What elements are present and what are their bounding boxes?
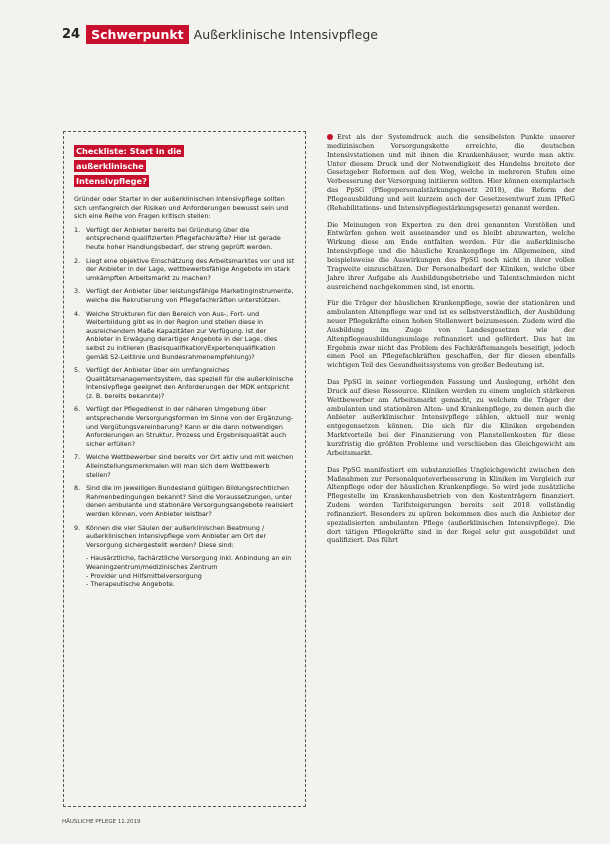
- checklist-item-text: Sind die im jeweiligen Bundesland gültigen Bildungsrechtlichen Rahmenbedingungen bekannt? Sind die Voraussetzungen, unter denen ambulante und stationäre Versorgungsangebote realisiert werden können, vom Anbieter leistbar?: [86, 484, 294, 518]
- checklist-item: [74, 366, 295, 400]
- checklist-title-wrap: [74, 142, 214, 187]
- checklist-item: [74, 524, 295, 550]
- checklist-item-text: Verfügt der Anbieter bereits bei Gründung über die entsprechend qualifizierten Pflegefachkräfte? Hier ist gerade heute hoher Handlungsbedarf, der streng geprüft werden.: [86, 225, 281, 251]
- checklist-box: [63, 131, 306, 807]
- checklist-item-number: 3.: [74, 287, 81, 296]
- checklist-item: [74, 405, 295, 448]
- checklist-item-number: 6.: [74, 405, 81, 414]
- page-number: 24: [62, 26, 81, 42]
- checklist-item: [74, 484, 295, 518]
- checklist-item-text: Welche Wettbewerber sind bereits vor Ort aktiv und mit welchen Alleinstellungsmerkmalen will man sich dem Wettbewerb stellen?: [86, 453, 294, 479]
- checklist-intro: Gründer oder Starter in der außerklinischen Intensivpflege sollten sich umfangreich der Risiken und Anforderungen bewusst sein und sich eine Reihe von Fragen kritisch stellen:: [74, 195, 289, 221]
- checklist-item-text: Verfügt der Anbieter über leistungsfähige Marketinginstrumente, welche die Rekrutierung von Pflegefachkräften unterstützen.: [86, 287, 294, 304]
- checklist-item-number: 7.: [74, 453, 81, 462]
- article-paragraph: Das PpSG manifestiert ein substanzielles Ungleichgewicht zwischen den Maßnahmen zur Personalquoteverbesserung in Kliniken im Vergleich zur Altenpflege oder der häuslichen Krankenpflege. So wird jede zusätzliche Pflegestelle im Krankenhausbetrieb von den Kostenträgern finanziert. Zudem werden Tarifsteigerungen bereits seit 2018 vollständig refinanziert. Besonders zu spüren bekommen dies auch die Anbieter der spezialisierten ambulanten Pflege (außerklinischen Intensivpflege). Die dort tätigen Pflegekräfte sind in der Regel sehr gut ausgebildet und qualifiziert. Das führt: [327, 465, 575, 545]
- section-title: Außerklinische Intensivpflege: [193, 26, 378, 42]
- checklist-item-text: Welche Strukturen für den Bereich von Aus-, Fort- und Weiterbildung gibt es in der Region und stellen diese in ausreichendem Maße Kapazitäten zur Verfügung. Ist der Anbieter in Erwägung derartiger Angebote in der Lage, dies selbst zu initiieren (Basisqualifikation/Expertenqualifikation gemäß S2-Leitlinie und Bundesrahmenempfehlung)?: [86, 309, 278, 361]
- checklist-item-number: 5.: [74, 366, 81, 375]
- checklist-item-text: Verfügt der Anbieter über ein umfangreiches Qualitätsmanagementsystem, das speziell für die außerklinische Intensivpflege geeignet den Anforderungen der MDK entspricht (z. B. bereits bekannte)?: [86, 366, 294, 400]
- article-paragraph: Das PpSG in seiner vorliegenden Fassung und Auslegung, erhöht den Druck auf diese Ressource. Kliniken werden zu einem ungleich stärkeren Wettbewerber am Arbeitsmarkt gemacht, zu welchem die Träger der ambulanten und stationären Alten- und Krankenpflege, zu denen auch die Anbieter außerklinischer Intensivpflege zählen, aktuell nur wenig entgegensetzen können. Die sich für die Kliniken ergebenden Marktvorteile bei der Finanzierung von Planstellenkosten für diese kurzfristig die größten Probleme und verschieben das Gleichgewicht am Arbeitsmarkt.: [327, 378, 575, 457]
- checklist-item-text: Können die vier Säulen der außerklinischen Beatmung / außerklinischen Intensivpflege vom Anbieter am Ort der Versorgung sichergestellt werden? Diese sind:: [86, 523, 267, 549]
- article-paragraph: Für die Träger der häuslichen Krankenpflege, sowie der stationären und ambulanten Altenpflege war und ist es selbstverständlich, der Ausbildung neuer Pflegekräfte einen hohen Stellenwert beizumessen. Zudem wird die Ausbildung im Zuge von Landesgesetzen wie der Altenpflegeausbildungsumlage refinanziert und gefördert. Das hat im Ergebnis zwar nicht das Problem des Fachkräftemangels beseitigt, jedoch einen Pool an Pflegefachkräften geschaffen, der für diesen ebenfalls wichtigen Teil des Gesundheitssystems von großer Bedeutung ist.: [327, 299, 575, 370]
- article-paragraph: [327, 133, 575, 213]
- checklist-item: [74, 310, 295, 362]
- checklist-item: [74, 287, 295, 304]
- checklist-list: [74, 226, 295, 550]
- checklist-item-number: 9.: [74, 523, 81, 532]
- section-badge: Schwerpunkt: [86, 25, 189, 44]
- checklist-item-text: Verfügt der Pflegedienst in der näheren Umgebung über entsprechende Versorgungsformen im Sinne von der Ergänzung- und Vergütungsvereinbarung? Kann er die dann notwendigen Anforderungen an Struktur, Prozess und Ergebnisqualität auch sicher erfüllen?: [86, 405, 294, 448]
- article-paragraph: Die Meinungen von Experten zu den drei genannten Vorstößen und Entwürfen gehen weit auseinander und es bleibt abzuwarten, welche Wirkung diese am Ende entfalten werden. Für die außerklinische Intensivpflege und die häusliche Krankenpflege im Allgemeinen, sind beispielsweise die Auswirkungen des PpSG noch nicht in ihrer vollen Tragweite einzuschätzen. Der Personalbedarf der Kliniken, welche über Jahre ihrer Aufgabe als Ausbildungsbetriebe und Talentschmieden nicht ausreichend nachgekommen sind, ist enorm.: [327, 220, 575, 291]
- checklist-item-number: 2.: [74, 256, 81, 265]
- checklist-subitem: - Therapeutische Angebote.: [86, 580, 175, 589]
- checklist-item: [74, 453, 295, 479]
- checklist-item-text: Liegt eine objektive Einschätzung des Arbeitsmarktes vor und ist der Anbieter in der Lage, wettbewerbsfähige Angebote im stark umkämpften Arbeitsmarkt zu machen?: [86, 256, 295, 282]
- article-body: [327, 133, 575, 553]
- checklist-item-number: 4.: [74, 309, 81, 318]
- checklist-subitem: - Hausärztliche, fachärztliche Versorgung inkl. Anbindung an ein Weaningzentrum/medizinisches Zentrum: [86, 554, 292, 571]
- checklist-item-number: 8.: [74, 484, 81, 493]
- red-bullet-icon: [327, 134, 333, 140]
- checklist-item: [74, 257, 295, 283]
- checklist-title: Checkliste: Start in die außerklinische Intensivpflege?: [76, 146, 182, 186]
- article-paragraph-text: Erst als der Systemdruck auch die sensibelsten Punkte unserer medizinischen Versorgungskette erreichte, die deutschen Intensivstationen und mit ihnen die Krankenhäuser, wurde man aktiv. Unter diesem Druck und der Notwendigkeit des Handelns breitete der Gesetzgeber Reformen auf den Weg, welche in mehreren Stufen eine Verbesserung der Versorgung initiieren sollten. Hier können exemplarisch das PpSG (Pflegepersonalstärkungsgesetz 2018), die Reform der Pflegeausbildung und seit kurzem auch der Gesetzesentwurf zum IPReG (Rehabilitations- und Intensivpflegestärkungsgesetz) genannt werden.: [327, 133, 575, 212]
- page-footer: HÄUSLICHE PFLEGE 11.2019: [62, 819, 141, 825]
- checklist-subitem: - Provider und Hilfsmittelversorgung: [86, 571, 202, 580]
- checklist-item-number: 1.: [74, 225, 81, 234]
- checklist-sublist: [86, 554, 295, 588]
- page-header: [62, 24, 378, 44]
- checklist-item: [74, 226, 295, 252]
